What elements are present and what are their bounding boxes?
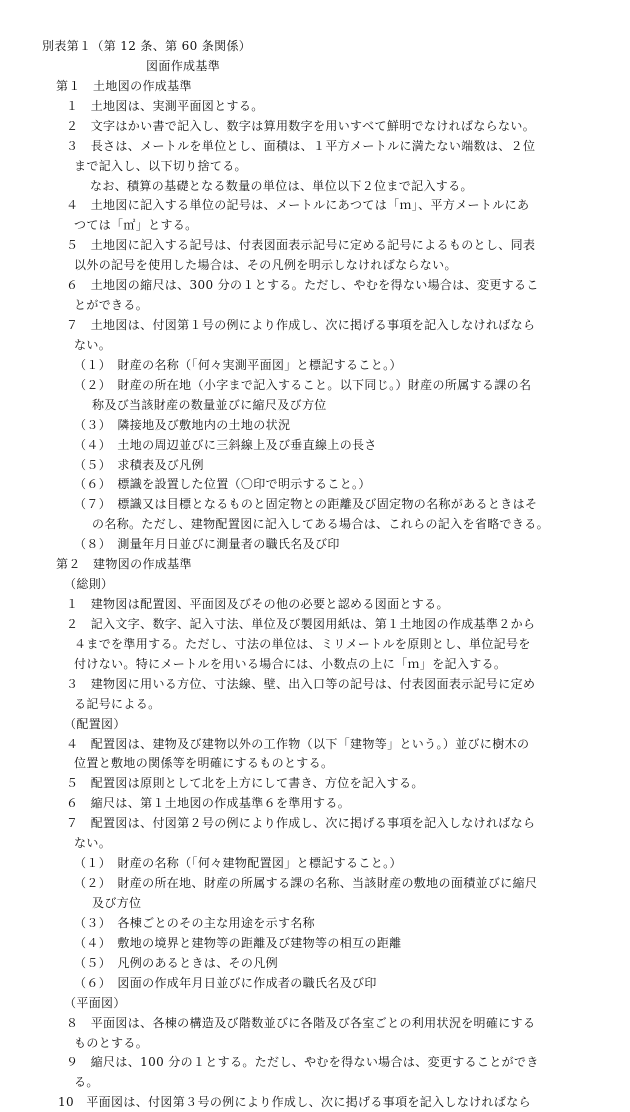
text-line: （４） 土地の周辺並びに三斜線上及び垂直線上の長さ xyxy=(74,438,377,452)
text-line: る記号による。 xyxy=(74,697,161,711)
text-line: ３ 建物図に用いる方位、寸法線、壁、出入口等の記号は、付表図面表示記号に定め xyxy=(66,677,536,691)
text-line: ４ 土地図に記入する単位の記号は、メートルにあつては「ｍ」、平方メートルにあ xyxy=(66,198,530,212)
text-line: １ 土地図は、実測平面図とする。 xyxy=(66,99,264,113)
text-line: （７） 標識又は目標となるものと固定物との距離及び固定物の名称があるときはそ xyxy=(74,497,538,511)
text-line: （８） 測量年月日並びに測量者の職氏名及び印 xyxy=(74,537,340,551)
text-line: １ 建物図は配置図、平面図及びその他の必要と認める図面とする。 xyxy=(66,597,449,611)
text-line: 図面作成基準 xyxy=(146,59,221,73)
text-line: 称及び当該財産の数量並びに縮尺及び方位 xyxy=(92,398,327,412)
text-line: 及び方位 xyxy=(92,896,142,910)
text-line: （３） 隣接地及び敷地内の土地の状況 xyxy=(74,418,291,432)
text-line: ものとする。 xyxy=(74,1036,149,1050)
text-line: （３） 各棟ごとのその主な用途を示す名称 xyxy=(74,916,316,930)
text-line: （６） 標識を設置した位置（〇印で明示すること。） xyxy=(74,477,371,491)
text-line: とができる。 xyxy=(74,298,149,312)
text-line: ５ 配置図は原則として北を上方にして書き、方位を記入する。 xyxy=(66,776,424,790)
text-line: ４までを準用する。ただし、寸法の単位は、ミリメートルを原則とし、単位記号を xyxy=(74,637,531,651)
text-line: ２ 文字はかい書で記入し、数字は算用数字を用いすべて鮮明でなければならない。 xyxy=(66,119,536,133)
text-line: （５） 凡例のあるときは、その凡例 xyxy=(74,956,278,970)
text-line: 付けない。特にメートルを用いる場合には、小数点の上に「ｍ」を記入する。 xyxy=(74,657,507,671)
text-line: （４） 敷地の境界と建物等の距離及び建物等の相互の距離 xyxy=(74,936,402,950)
text-line: 位置と敷地の関係等を明確にするものとする。 xyxy=(74,756,334,770)
text-line: （平面図） xyxy=(64,996,126,1010)
text-line: ７ 土地図は、付図第１号の例により作成し、次に掲げる事項を記入しなければなら xyxy=(66,318,536,332)
text-line: （配置図） xyxy=(64,717,126,731)
text-line: （２） 財産の所在地、財産の所属する課の名称、当該財産の敷地の面積並びに縮尺 xyxy=(74,876,538,890)
text-line: ４ 配置図は、建物及び建物以外の工作物（以下「建物等」という。）並びに樹木の xyxy=(66,737,530,751)
text-line: 第２ 建物図の作成基準 xyxy=(56,557,192,571)
text-line: ２ 記入文字、数字、記入寸法、単位及び製図用紙は、第１土地図の作成基準２から xyxy=(66,617,536,631)
text-line: なお、積算の基礎となる数量の単位は、単位以下２位まで記入する。 xyxy=(90,179,473,193)
text-line: （１） 財産の名称（「何々実測平面図」と標記すること。） xyxy=(74,358,402,372)
text-line: （２） 財産の所在地（小字まで記入すること。以下同じ。）財産の所属する課の名 xyxy=(74,378,532,392)
text-line: る。 xyxy=(74,1075,99,1089)
text-line: （総則） xyxy=(64,577,114,591)
text-line: 別表第１（第 12 条、第 60 条関係） xyxy=(42,39,252,53)
text-line: ない。 xyxy=(74,338,112,352)
text-line: 10 平面図は、付図第３号の例により作成し、次に掲げる事項を記入しなければなら xyxy=(58,1095,531,1109)
text-line: ５ 土地図に記入する記号は、付表図面表示記号に定める記号によるものとし、同表 xyxy=(66,238,536,252)
text-line: 以外の記号を使用した場合は、その凡例を明示しなければならない。 xyxy=(74,258,457,272)
text-line: 第１ 土地図の作成基準 xyxy=(56,79,192,93)
text-line: （５） 求積表及び凡例 xyxy=(74,458,204,472)
text-line: ６ 土地図の縮尺は、300 分の１とする。ただし、やむを得ない場合は、変更するこ xyxy=(66,278,539,292)
text-line: （１） 財産の名称（「何々建物配置図」と標記すること。） xyxy=(74,856,402,870)
text-line: （６） 図面の作成年月日並びに作成者の職氏名及び印 xyxy=(74,976,377,990)
text-line: ３ 長さは、メートルを単位とし、面積は、１平方メートルに満たない端数は、２位 xyxy=(66,139,536,153)
text-line: つては「㎡」とする。 xyxy=(74,218,198,232)
text-line: まで記入し、以下切り捨てる。 xyxy=(74,159,247,173)
text-line: ８ 平面図は、各棟の構造及び階数並びに各階及び各室ごとの利用状況を明確にする xyxy=(66,1016,536,1030)
text-line: ７ 配置図は、付図第２号の例により作成し、次に掲げる事項を記入しなければなら xyxy=(66,816,536,830)
text-line: ６ 縮尺は、第１土地図の作成基準６を準用する。 xyxy=(66,796,351,810)
text-line: ９ 縮尺は、100 分の１とする。ただし、やむを得ない場合は、変更することができ xyxy=(66,1055,539,1069)
text-line: の名称。ただし、建物配置図に記入してある場合は、これらの記入を省略できる。 xyxy=(92,517,549,531)
text-line: ない。 xyxy=(74,836,112,850)
